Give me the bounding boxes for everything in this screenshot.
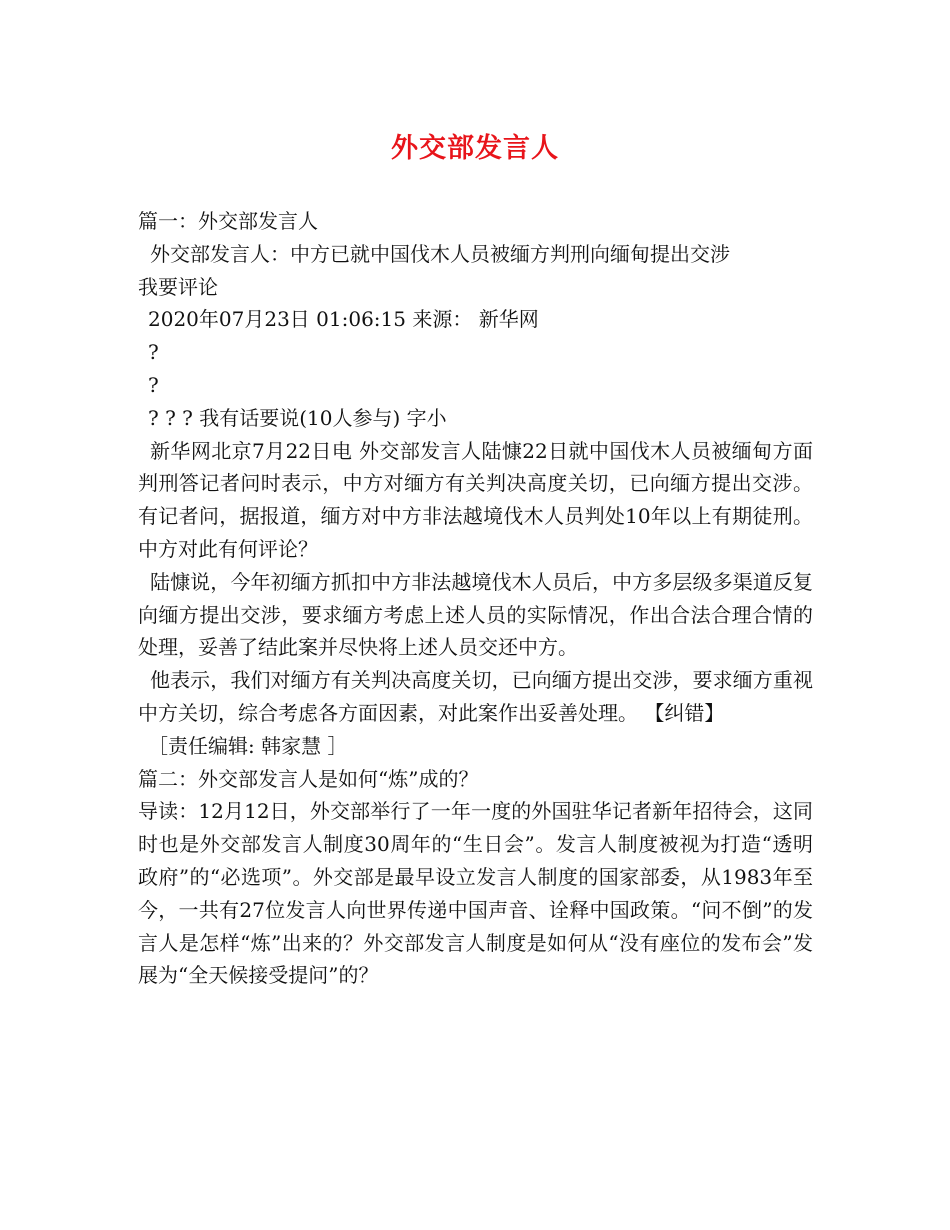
document-title: 外交部发言人 <box>391 133 559 164</box>
section1-heading: 篇一：外交部发言人 <box>138 209 318 233</box>
editor-line: ［责任编辑: 韩家慧 ］ <box>148 733 348 758</box>
section2-heading: 篇二：外交部发言人是如何“炼”成的？ <box>138 766 479 791</box>
paragraph-3: 他表示，我们对缅方有关判决高度关切，已向缅方提出交涉，要求缅方重视中方关切，综合考虑各方面因素，对此案作出妥善处理。 【纠错】 <box>138 668 813 725</box>
placeholder-line-2: ? <box>148 372 159 397</box>
comment-link[interactable]: 我要评论 <box>138 274 218 299</box>
placeholder-line-1: ? <box>148 340 159 365</box>
document-body <box>138 205 813 992</box>
article-headline: 外交部发言人：中方已就中国伐木人员被缅方判刑向缅甸提出交涉 <box>150 241 730 266</box>
participation-line: ? ? ? 我有话要说(10人参与) 字小 <box>148 405 447 430</box>
paragraph-2: 陆慷说，今年初缅方抓扣中方非法越境伐木人员后，中方多层级多渠道反复向缅方提出交涉，要求缅方考虑上述人员的实际情况，作出合法合理合情的处理，妥善了结此案并尽快将上述人员交还中方。 <box>138 569 813 660</box>
paragraph-1: 新华网北京7月22日电 外交部发言人陆慷22日就中国伐木人员被缅甸方面判刑答记者问时表示，中方对缅方有关判决高度关切，已向缅方提出交涉。有记者问，据报道，缅方对中方非法越境伐木人员判处10年以上有期徒刑。中方对此有何评论？ <box>138 438 813 561</box>
paragraph-4: 导读：12月12日，外交部举行了一年一度的外国驻华记者新年招待会，这同时也是外交部发言人制度30周年的“生日会”。发言人制度被视为打造“透明政府”的“必选项”。外交部是最早设立发言人制度的国家部委，从1983年至今，一共有27位发言人向世界传递中国声音、诠释中国政策。“问不倒”的发言人是怎样“炼”出来的？外交部发言人制度是如何从“没有座位的发布会”发展为“全天候接受提问”的？ <box>138 799 813 988</box>
dateline: 2020年07月23日 01:06:15 来源： 新华网 <box>148 307 539 332</box>
